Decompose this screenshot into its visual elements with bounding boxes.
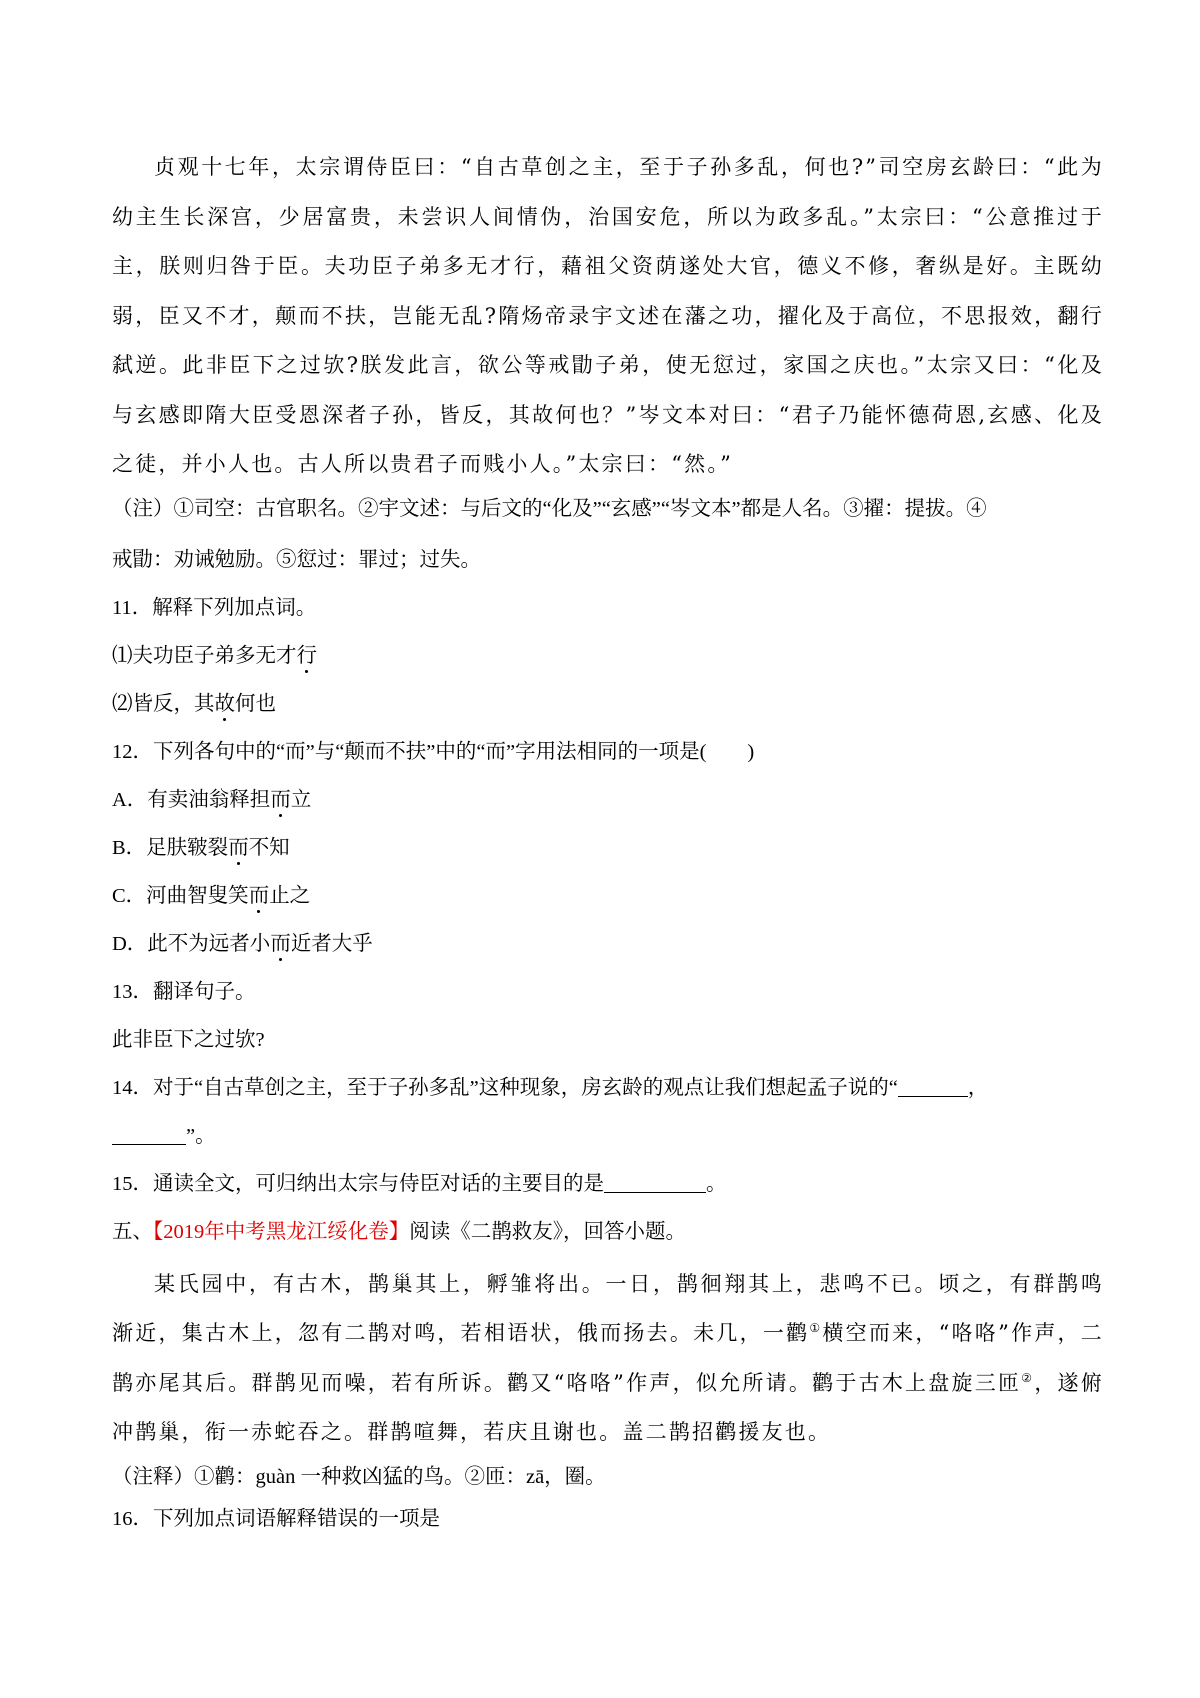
answer-blank [604, 1172, 706, 1193]
dotted-word: 而 [270, 788, 291, 811]
question-11-stem: 11．解释下列加点词。 [112, 596, 317, 619]
dotted-word: 故 [214, 692, 235, 715]
question-11-item-1: ⑴夫功臣子弟多无才行 [112, 644, 317, 667]
question-12-stem: 12．下列各句中的“而”与“颠而不扶”中的“而”字用法相同的一项是( ) [112, 740, 755, 763]
question-13-stem: 13．翻译句子。 [112, 980, 256, 1003]
section-5-heading: 五、【2019年中考黑龙江绥化卷】阅读《二鹊救友》，回答小题。 [112, 1220, 686, 1243]
question-14-line-1: 14．对于“自古草创之主，至于子孙多乱”这种现象，房玄龄的观点让我们想起孟子说的“ ， [112, 1076, 989, 1099]
note-line-1: （注）①司空：古官职名。②宇文述：与后文的“化及”“玄感”“岑文本”都是人名。③擢：提拔。④ [112, 497, 987, 520]
question-12-option-a: A．有卖油翁释担而立 [112, 788, 312, 811]
question-12-option-b: B．足肤皲裂而不知 [112, 836, 290, 859]
passage-two-notes: （注释）①鹳：guàn 一种救凶猛的鸟。②匝：zā，圈。 [112, 1465, 606, 1488]
dotted-word: 而 [248, 884, 270, 907]
passage-two-magpies: 某氏园中，有古木，鹊巢其上，孵雏将出。一日，鹊徊翔其上，悲鸣不已。顷之，有群鹊鸣渐近，集古木上，忽有二鹊对鸣，若相语状，俄而扬去。未几，一鹳①横空而来，“咯咯”作声，二鹊亦尾其后。群鹊见而噪，若有所诉。鹳又“咯咯”作声，似允所请。鹳于古木上盘旋三匝②，遂俯冲鹊巢，衔一赤蛇吞之。群鹊喧舞，若庆且谢也。盖二鹊招鹳援友也。 [112, 1271, 1105, 1444]
question-12-option-c: C．河曲智叟笑而止之 [112, 884, 311, 907]
answer-blank [112, 1124, 186, 1145]
question-15: 15．通读全文，可归纳出太宗与侍臣对话的主要目的是 。 [112, 1172, 727, 1195]
passage-notes [112, 495, 1104, 574]
question-13-sentence: 此非臣下之过欤? [112, 1028, 265, 1051]
exam-source-label: 【2019年中考黑龙江绥化卷】 [153, 1220, 410, 1243]
question-14-line-2: ”。 [112, 1122, 1104, 1150]
question-11-item-2: ⑵皆反，其故何也 [112, 692, 276, 715]
question-12-option-d: D．此不为远者小而近者大乎 [112, 932, 373, 955]
dotted-word: 而 [228, 836, 249, 859]
note-line-2: 戒勖：劝诫勉励。⑤愆过：罪过；过失。 [112, 548, 481, 571]
dotted-word: 而 [270, 932, 291, 955]
question-16-stem: 16．下列加点词语解释错误的一项是 [112, 1507, 440, 1530]
answer-blank [898, 1076, 968, 1097]
dotted-word: 行 [296, 644, 317, 667]
passage-zhenguan: 贞观十七年，太宗谓侍臣曰：“自古草创之主，至于子孙多乱，何也?”司空房玄龄曰：“此为幼主生长深宫，少居富贵，未尝识人间情伪，治国安危，所以为政多乱。”太宗曰：“公意推过于主，朕则归咎于臣。夫功臣子弟多无才行，藉祖父资荫遂处大官，德义不修，奢纵是好。主既幼弱，臣又不才，颠而不扶，岂能无乱?隋炀帝录宇文述在藩之功，擢化及于高位，不思报效，翻行弑逆。此非臣下之过欤?朕发此言，欲公等戒勖子弟，使无愆过，家国之庆也。”太宗又曰：“化及与玄感即隋大臣受恩深者子孙，皆反，其故何也？”岑文本对曰：“君子乃能怀德荷恩,玄感、化及之徒，并小人也。古人所以贵君子而贱小人。”太宗曰：“然。” [112, 155, 1104, 476]
